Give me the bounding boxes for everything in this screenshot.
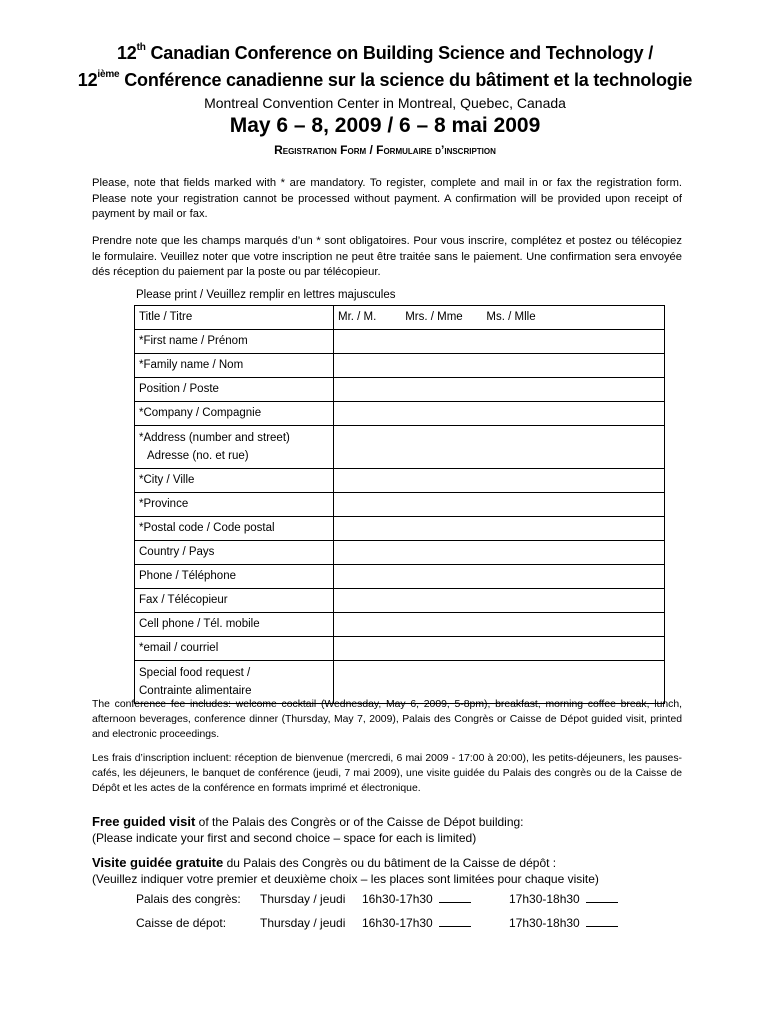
guided-visit-english-note: (Please indicate your first and second choice – space for each is limited): [92, 831, 477, 845]
country-field[interactable]: [334, 541, 665, 565]
address-label: [135, 426, 334, 469]
food-request-label-english: Special food request /: [139, 667, 251, 679]
family-name-row: [135, 354, 665, 378]
fax-row: [135, 589, 665, 613]
conference-dates: May 6 – 8, 2009 / 6 – 8 mai 2009: [229, 114, 541, 137]
visit-day: Thursday / jeudi: [260, 916, 346, 930]
visit-slot-first[interactable]: [362, 916, 471, 930]
email-row: [135, 637, 665, 661]
family-name-field[interactable]: [334, 354, 665, 378]
first-name-label: *First name / Prénom: [135, 330, 334, 354]
province-label: *Province: [135, 493, 334, 517]
email-field[interactable]: [334, 637, 665, 661]
fax-field[interactable]: [334, 589, 665, 613]
title-label: Title / Titre: [135, 306, 334, 330]
visit-slot-first[interactable]: [362, 892, 471, 906]
cell-field[interactable]: [334, 613, 665, 637]
title-row: [135, 306, 665, 330]
postal-code-row: [135, 517, 665, 541]
title-option-mr[interactable]: Mr. / M.: [338, 311, 377, 323]
family-name-label: *Family name / Nom: [135, 354, 334, 378]
city-label: *City / Ville: [135, 469, 334, 493]
visit-slot-second[interactable]: [509, 916, 618, 930]
visit-slot-second-blank[interactable]: [586, 916, 618, 927]
intro-french: Prendre note que les champs marqués d’un * sont obligatoires. Pour vous inscrire, complétez et postez ou télécopiez le formulaire. Veuillez noter que votre inscription ne peut être traitée sans le paiement. Une confirmation sera envoyée dés réception du paiement par la poste ou par télécopieur.: [92, 235, 682, 279]
visit-slot-second[interactable]: [509, 892, 618, 906]
province-row: [135, 493, 665, 517]
guided-visit-french: [92, 855, 692, 887]
guided-visit-french-note: (Veuillez indiquer votre premier et deuxième choix – les places sont limitées pour chaque visite): [92, 872, 599, 886]
city-row: [135, 469, 665, 493]
conference-title-english: 12th Canadian Conference on Building Science and Technology /: [116, 42, 653, 63]
guided-visit-english: [92, 814, 692, 846]
company-row: [135, 402, 665, 426]
venue: Montreal Convention Center in Montreal, Quebec, Canada: [204, 95, 566, 111]
address-row: [135, 426, 665, 469]
fee-includes-english: The conference fee includes: welcome cocktail (Wednesday, May 6, 2009, 5-8pm), breakfast, morning coffee break, lunch, afternoon beverages, conference dinner (Thursday, May 7, 2009), Palais des Congrès or Caisse de Dépot guided visit, printed and electronic proceedings.: [92, 699, 682, 740]
position-field[interactable]: [334, 378, 665, 402]
email-label: *email / courriel: [135, 637, 334, 661]
visit-slot-second-label: 17h30-18h30: [509, 916, 580, 930]
title-option-mrs[interactable]: Mrs. / Mme: [405, 311, 463, 323]
city-field[interactable]: [334, 469, 665, 493]
phone-label: Phone / Téléphone: [135, 565, 334, 589]
province-field[interactable]: [334, 493, 665, 517]
guided-visit-english-heading: Free guided visit: [92, 814, 196, 829]
intro-english: Please, note that fields marked with * are mandatory. To register, complete and mail in or fax the registration form. Please note your registration cannot be processed without payment. A confirmation will be provided upon receipt of payment by mail or fax.: [92, 177, 682, 221]
cell-row: [135, 613, 665, 637]
visit-slot-first-label: 16h30-17h30: [362, 916, 433, 930]
guided-visit-english-text: of the Palais des Congrès or of the Caisse de Dépot building:: [195, 815, 524, 829]
visit-slot-first-blank[interactable]: [439, 892, 471, 903]
form-title: Registration Form / Formulaire d’inscription: [274, 143, 496, 157]
guided-visit-french-heading: Visite guidée gratuite: [92, 855, 224, 870]
postal-code-label: *Postal code / Code postal: [135, 517, 334, 541]
address-field[interactable]: [334, 426, 665, 469]
country-row: [135, 541, 665, 565]
first-name-field[interactable]: [334, 330, 665, 354]
title-options[interactable]: [334, 306, 665, 330]
food-request-label-french: Contrainte alimentaire: [139, 685, 252, 697]
fee-includes-french: Les frais d’inscription incluent: réception de bienvenue (mercredi, 6 mai 2009 - 17:00 à 20:00), les petits-déjeuners, les pauses-cafés, les déjeuners, le banquet de conférence (jeudi, 7 mai 2009), une visite guidée du Palais des congrès ou de la Caisse de Dépôt et les actes de la conférence en formats imprimé et électronique.: [92, 753, 682, 794]
visit-slot-first-label: 16h30-17h30: [362, 892, 433, 906]
country-label: Country / Pays: [135, 541, 334, 565]
title-option-ms[interactable]: Ms. / Mlle: [486, 311, 536, 323]
visit-day: Thursday / jeudi: [260, 892, 346, 906]
visit-slot-second-blank[interactable]: [586, 892, 618, 903]
print-note: Please print / Veuillez remplir en lettres majuscules: [136, 289, 396, 301]
address-label-english: *Address (number and street): [139, 432, 290, 444]
company-label: *Company / Compagnie: [135, 402, 334, 426]
company-field[interactable]: [334, 402, 665, 426]
visit-place: Palais des congrès:: [136, 892, 241, 906]
postal-code-field[interactable]: [334, 517, 665, 541]
first-name-row: [135, 330, 665, 354]
conference-title-french: 12ième Conférence canadienne sur la science du bâtiment et la technologie: [77, 69, 693, 90]
visit-slot-first-blank[interactable]: [439, 916, 471, 927]
guided-visit-french-text: du Palais des Congrès ou du bâtiment de la Caisse de dépôt :: [223, 856, 557, 870]
phone-field[interactable]: [334, 565, 665, 589]
position-row: [135, 378, 665, 402]
visit-slot-second-label: 17h30-18h30: [509, 892, 580, 906]
visit-place: Caisse de dépot:: [136, 916, 227, 930]
registration-table: [134, 305, 665, 704]
fax-label: Fax / Télécopieur: [135, 589, 334, 613]
phone-row: [135, 565, 665, 589]
cell-label: Cell phone / Tél. mobile: [135, 613, 334, 637]
position-label: Position / Poste: [135, 378, 334, 402]
address-label-french: Adresse (no. et rue): [147, 450, 249, 462]
